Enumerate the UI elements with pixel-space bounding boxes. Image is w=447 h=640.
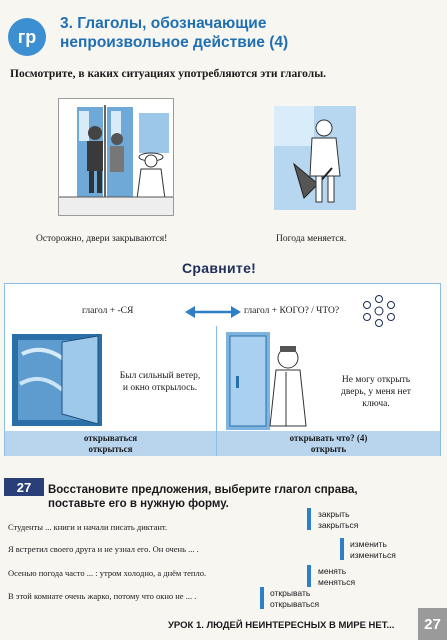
- option-group-2: [350, 539, 396, 561]
- option-1b: закрыться: [318, 520, 359, 530]
- right-band-line-2: открыть: [310, 444, 347, 454]
- option-group-3: [318, 566, 355, 588]
- instruction: Посмотрите, в каких ситуациях употребляются эти глаголы.: [10, 68, 327, 80]
- right-quote-line-2: дверь, у меня нет: [341, 387, 411, 397]
- option-group-4: [270, 588, 319, 610]
- sentence-1: Студенты ... книги и начали писать диктант.: [8, 522, 168, 532]
- title-line-1: 3. Глаголы, обозначающие: [60, 15, 267, 32]
- option-bar-2: [340, 538, 344, 560]
- title-line-2: непроизвольное действие (4): [60, 34, 289, 51]
- right-quote: [318, 374, 434, 410]
- illustration-weather: [274, 106, 356, 210]
- right-verb-band: [217, 431, 440, 456]
- train-doors-picture: [59, 99, 174, 216]
- option-bar-1: [307, 508, 311, 530]
- question-cluster-icon: [362, 294, 396, 328]
- option-4b: открываться: [270, 599, 320, 609]
- caption-train: Осторожно, двери закрываются!: [36, 234, 168, 244]
- open-window-picture: [12, 334, 102, 426]
- weather-change-picture: [274, 106, 356, 210]
- illustration-train: [58, 98, 174, 216]
- option-2a: изменить: [350, 539, 387, 549]
- option-3b: меняться: [318, 577, 356, 587]
- double-arrow-icon: [185, 305, 241, 319]
- grammar-badge: гр: [8, 18, 46, 56]
- right-quote-line-3: ключа.: [362, 399, 390, 409]
- sentence-4: В этой комнате очень жарко, потому что окно не ... .: [8, 591, 197, 601]
- option-2b: измениться: [350, 550, 396, 560]
- compare-left-head: глагол + -СЯ: [82, 306, 134, 316]
- option-3a: менять: [318, 566, 347, 576]
- sentence-3: Осенью погода часто ... : утром холодно, а днём тепло.: [8, 568, 207, 578]
- compare-title: Сравните!: [182, 260, 257, 276]
- option-bar-3: [307, 565, 311, 587]
- exercise-title-line-2: поставьте его в нужную форму.: [48, 498, 229, 510]
- exercise-title-line-1: Восстановите предложения, выберите глагол справа,: [48, 484, 358, 496]
- option-group-1: [318, 509, 358, 531]
- exercise-title: [48, 483, 358, 511]
- locked-door-picture: [226, 332, 314, 430]
- caption-weather: Погода меняется.: [276, 234, 347, 244]
- page-number: 27: [418, 608, 447, 640]
- left-band-line-1: открываться: [83, 433, 138, 443]
- option-4a: открывать: [270, 588, 311, 598]
- left-quote: [104, 370, 216, 394]
- option-1a: закрыть: [318, 509, 350, 519]
- section-title: [60, 14, 440, 52]
- exercise-number: 27: [4, 478, 44, 496]
- compare-right-head: глагол + КОГО? / ЧТО?: [244, 306, 340, 316]
- option-bar-4: [260, 587, 264, 609]
- left-quote-line-2: и окно открылось.: [122, 383, 198, 393]
- sentence-2: Я встретил своего друга и не узнал его. Он очень ... .: [8, 544, 199, 554]
- right-quote-line-1: Не могу открыть: [341, 375, 411, 385]
- left-band-line-2: открыться: [88, 444, 133, 454]
- left-quote-line-1: Был сильный ветер,: [119, 371, 201, 381]
- left-verb-band: [5, 431, 216, 456]
- lesson-footer: УРОК 1. ЛЮДЕЙ НЕИНТЕРЕСНЫХ В МИРЕ НЕТ...: [168, 620, 395, 631]
- right-band-line-1: открывать что? (4): [289, 433, 368, 443]
